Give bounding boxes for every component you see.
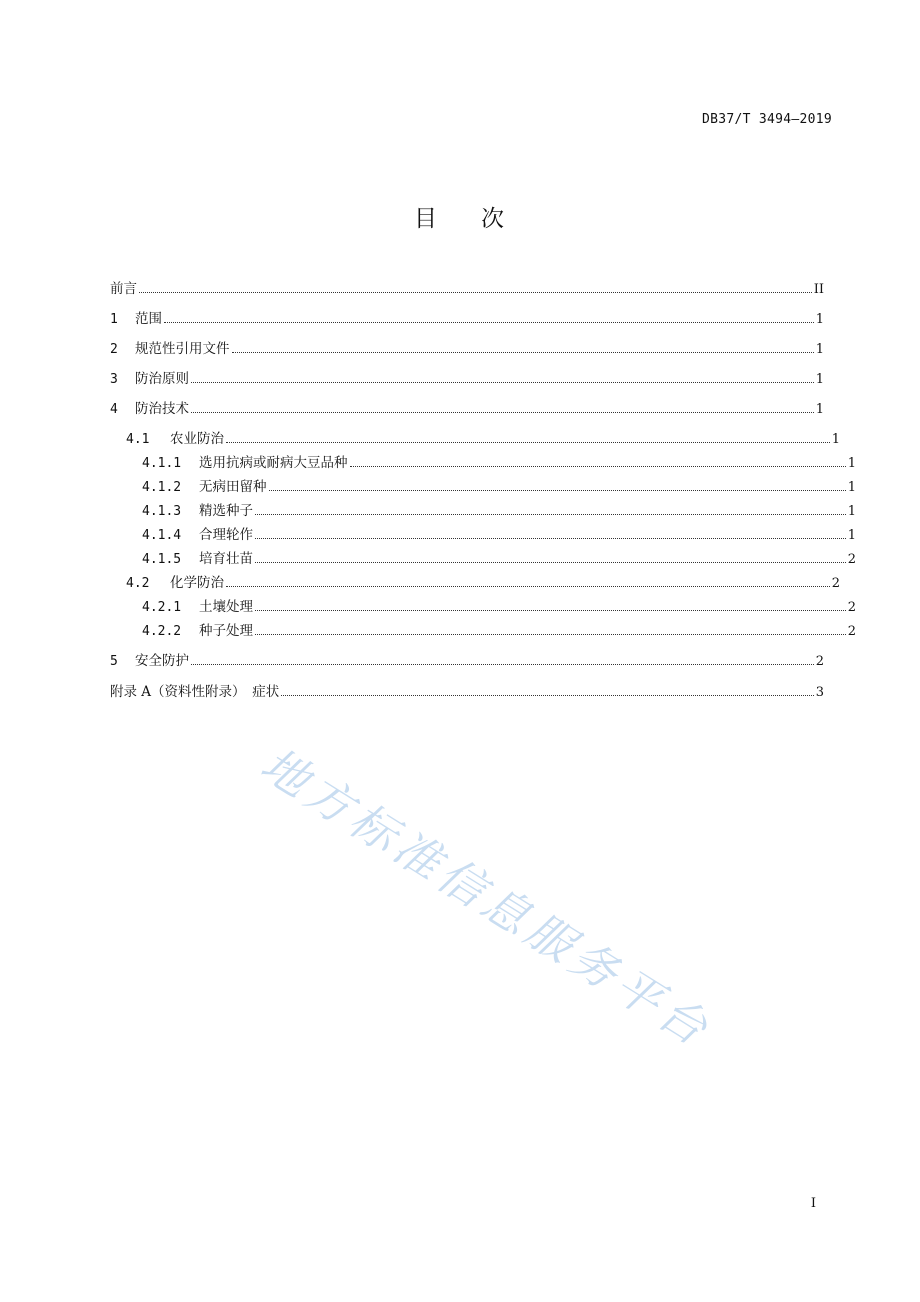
toc-entry-resistant-varieties[interactable]	[110, 453, 856, 473]
toc-page-number: 1	[815, 372, 824, 387]
toc-entry-number: 4.2.1	[142, 600, 182, 615]
toc-page-number: 1	[847, 528, 856, 543]
watermark: 地方标准信息服务平台	[251, 736, 722, 1059]
toc-entry-label: 种子处理	[199, 623, 253, 639]
toc-page-number: 1	[847, 480, 856, 495]
toc-page-number: 1	[815, 402, 824, 417]
toc-entry-number: 4	[110, 402, 118, 417]
toc-leader-dots	[255, 525, 846, 539]
toc-page-number: 2	[847, 600, 856, 615]
toc-entry-number: 4.1.2	[142, 480, 182, 495]
toc-page-number: 1	[847, 456, 856, 471]
toc-entry-label: 合理轮作	[199, 527, 253, 543]
toc-leader-dots	[191, 399, 814, 413]
toc-entry-number: 5	[110, 654, 118, 669]
toc-entry-number: 2	[110, 342, 118, 357]
toc-entry-control-techniques[interactable]	[110, 399, 824, 419]
toc-entry-soil-treatment[interactable]	[110, 597, 856, 617]
toc-leader-dots	[191, 369, 814, 383]
toc-entry-crop-rotation[interactable]	[110, 525, 856, 545]
toc-entry-number: 4.1	[126, 432, 150, 447]
toc-entry-seed-selection[interactable]	[110, 501, 856, 521]
toc-page-number: 1	[815, 312, 824, 327]
toc-leader-dots	[232, 339, 814, 353]
toc-entry-chemical-control[interactable]	[110, 573, 840, 593]
toc-entry-annex-a[interactable]	[110, 682, 824, 702]
toc-entry-label: 化学防治	[170, 575, 224, 591]
toc-entry-number: 4.1.4	[142, 528, 182, 543]
toc-entry-label: 土壤处理	[199, 599, 253, 615]
toc-entry-label: 规范性引用文件	[135, 341, 230, 357]
toc-page-number: II	[813, 282, 824, 297]
page-number: I	[810, 1196, 816, 1211]
toc-entry-label: 农业防治	[170, 431, 224, 447]
toc-entry-label: 培育壮苗	[199, 551, 253, 567]
toc-entry-label: 前言	[110, 281, 137, 297]
toc-leader-dots	[255, 597, 846, 611]
title-char-2: 次	[481, 206, 506, 232]
document-code: DB37/T 3494—2019	[701, 112, 832, 127]
table-of-contents	[110, 0, 856, 720]
toc-leader-dots	[191, 651, 814, 665]
toc-entry-seed-treatment[interactable]	[110, 621, 856, 641]
toc-leader-dots	[139, 279, 812, 293]
title-char-1: 目	[414, 206, 439, 232]
toc-entry-number: 3	[110, 372, 118, 387]
toc-entry-agricultural-control[interactable]	[110, 429, 840, 449]
toc-entry-number: 4.1.5	[142, 552, 182, 567]
toc-page-number: 2	[815, 654, 824, 669]
toc-entry-label: 精选种子	[199, 503, 253, 519]
toc-page-number: 2	[831, 576, 840, 591]
toc-entry-number: 4.1.1	[142, 456, 182, 471]
toc-leader-dots	[350, 453, 846, 467]
toc-entry-label: 防治技术	[135, 401, 189, 417]
toc-entry-label: 安全防护	[135, 653, 189, 669]
toc-entry-label: 附录 A（资料性附录） 症状	[110, 684, 280, 700]
toc-page-number: 2	[847, 552, 856, 567]
toc-leader-dots	[255, 549, 846, 563]
toc-leader-dots	[164, 309, 814, 323]
toc-page-number: 2	[847, 624, 856, 639]
toc-leader-dots	[281, 682, 813, 696]
toc-entry-strong-seedlings[interactable]	[110, 549, 856, 569]
toc-leader-dots	[226, 429, 830, 443]
toc-leader-dots	[255, 621, 846, 635]
toc-page-number: 1	[831, 432, 840, 447]
toc-entry-label: 范围	[135, 311, 162, 327]
toc-leader-dots	[269, 477, 846, 491]
toc-page-number: 3	[815, 685, 824, 700]
toc-entry-safety-protection[interactable]	[110, 651, 824, 671]
toc-entry-normative-references[interactable]	[110, 339, 824, 359]
toc-entry-foreword[interactable]	[110, 279, 824, 299]
toc-page-number: 1	[815, 342, 824, 357]
toc-entry-number: 1	[110, 312, 118, 327]
toc-entry-control-principles[interactable]	[110, 369, 824, 389]
toc-entry-label: 选用抗病或耐病大豆品种	[199, 455, 348, 471]
toc-entry-label: 防治原则	[135, 371, 189, 387]
toc-page-number: 1	[847, 504, 856, 519]
toc-entry-scope[interactable]	[110, 309, 824, 329]
toc-leader-dots	[255, 501, 846, 515]
toc-entry-number: 4.1.3	[142, 504, 182, 519]
toc-entry-number: 4.2	[126, 576, 150, 591]
toc-leader-dots	[226, 573, 830, 587]
toc-entry-disease-free-seed[interactable]	[110, 477, 856, 497]
toc-entry-label: 无病田留种	[199, 479, 267, 495]
toc-entry-number: 4.2.2	[142, 624, 182, 639]
